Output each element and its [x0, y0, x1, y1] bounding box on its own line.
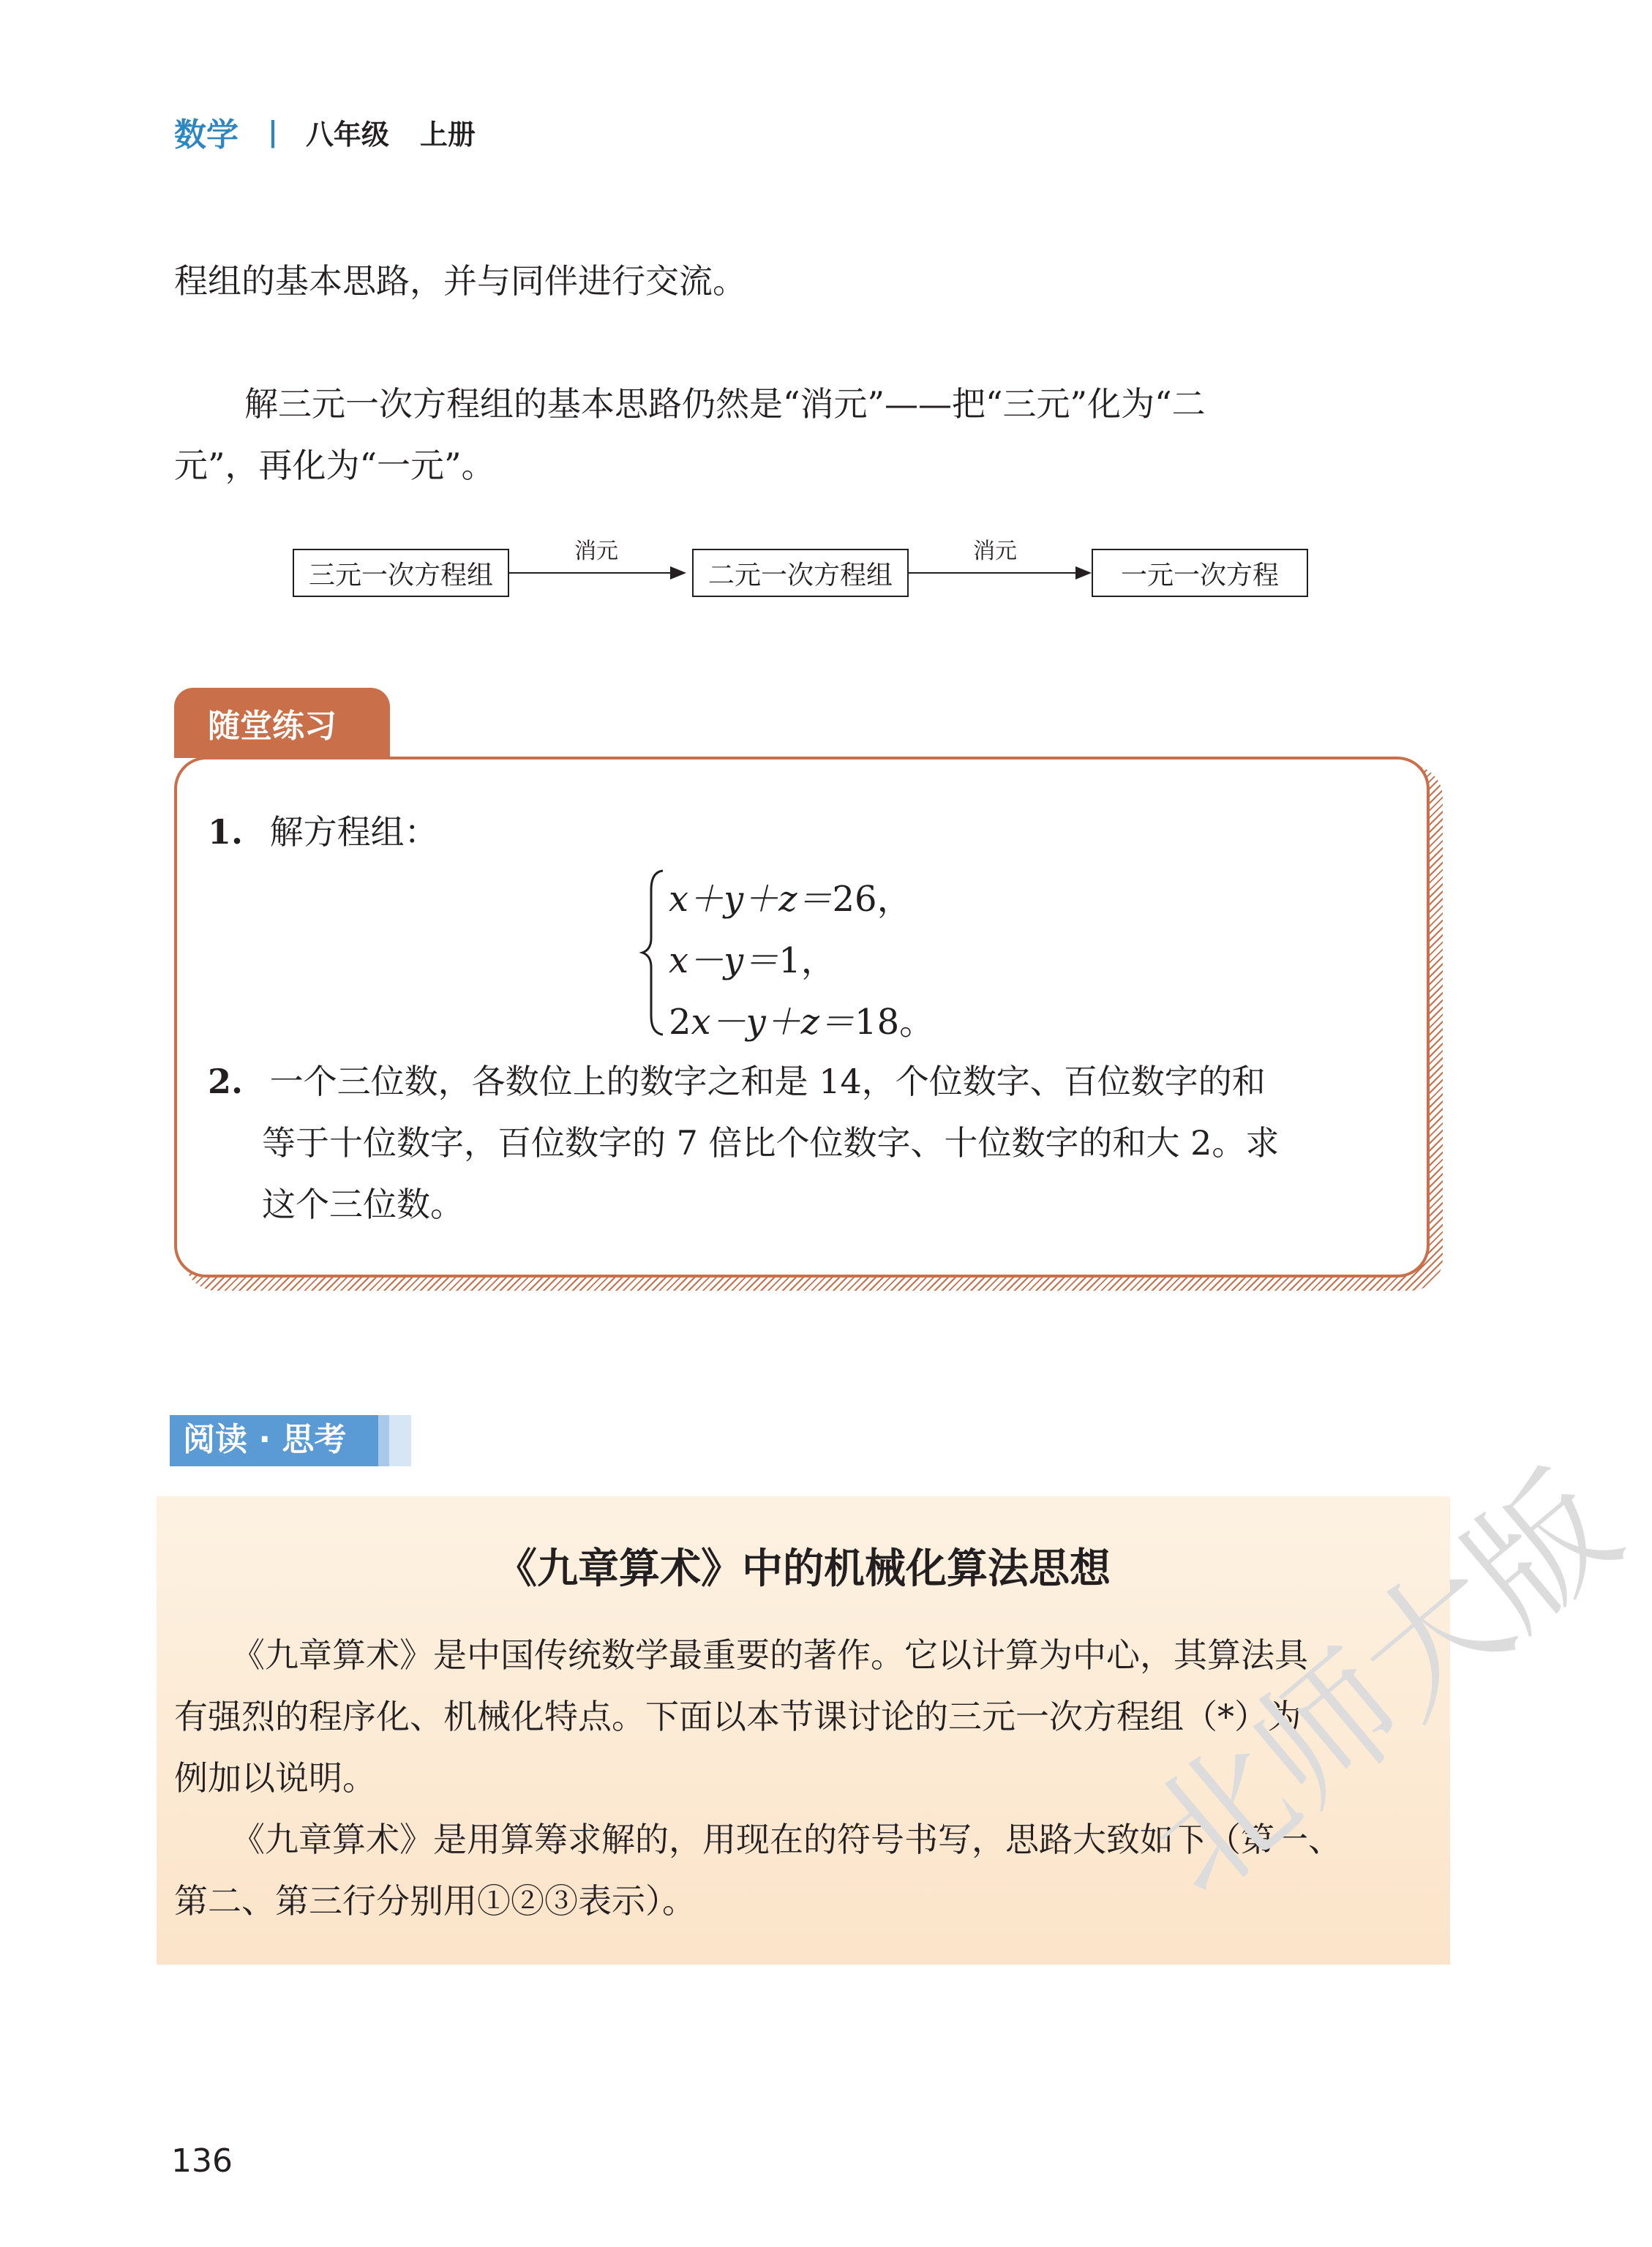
equation-1-lhs: x＋y＋z＝ — [669, 879, 833, 920]
reading-p1-line-1: 《九章算术》是中国传统数学最重要的著作。它以计算为中心，其算法具 — [231, 1635, 1308, 1675]
grade-label: 八年级 — [305, 118, 389, 151]
exercise-2-text-line-3: 这个三位数。 — [262, 1185, 464, 1224]
publisher-watermark: 北师大版 — [1116, 1444, 1648, 1926]
subject-label: 数学 — [174, 116, 239, 154]
reading-p2-line-2: 第二、第三行分别用①②③表示）。 — [174, 1881, 696, 1921]
volume-label: 上册 — [419, 118, 476, 151]
equation-2 — [669, 932, 836, 983]
flow-arrow-label-1: 消元 — [574, 539, 618, 564]
flow-arrow-2 — [909, 572, 1084, 574]
equation-3 — [669, 994, 934, 1044]
practice-title-tab — [174, 688, 390, 758]
equation-1 — [669, 871, 912, 921]
exercise-2-text-line-2: 等于十位数字，百位数字的 7 倍比个位数字、十位数字的和大 2。求 — [262, 1123, 1280, 1163]
explanation-line-1: 解三元一次方程组的基本思路仍然是“消元”——把“三元”化为“二 — [244, 384, 1206, 424]
reading-p1-line-2: 有强烈的程序化、机械化特点。下面以本节课讨论的三元一次方程组（*）为 — [174, 1697, 1302, 1736]
header-separator: | — [268, 116, 278, 148]
left-brace-icon — [641, 868, 666, 1038]
exercise-1 — [208, 801, 438, 863]
exercise-1-number: 1. — [208, 812, 244, 852]
arrow-right-icon — [1075, 566, 1092, 579]
flow-box-one-variable: 一元一次方程 — [1092, 549, 1308, 597]
running-header — [174, 110, 476, 154]
exercise-2-number: 2. — [208, 1062, 244, 1101]
equation-3-coefficient: 2 — [669, 1002, 691, 1043]
exercise-2-line-1 — [208, 1051, 1266, 1112]
flow-arrow-1 — [509, 572, 670, 574]
explanation-line-2: 元”，再化为“一元”。 — [174, 446, 495, 485]
flow-arrow-label-2: 消元 — [973, 539, 1017, 564]
equation-1-rhs: 26， — [832, 879, 912, 920]
practice-title: 随堂练习 — [208, 708, 337, 745]
page-number: 136 — [171, 2142, 233, 2180]
intro-line: 程组的基本思路，并与同伴进行交流。 — [174, 261, 746, 301]
equation-2-rhs: 1， — [778, 940, 836, 981]
reading-p2-line-1: 《九章算术》是用算筹求解的，用现在的符号书写，思路大致如下（第一、 — [231, 1820, 1342, 1859]
equation-3-rhs: 18。 — [855, 1002, 935, 1043]
equation-3-lhs: x－y＋z＝ — [691, 1002, 855, 1043]
flow-box-two-variable: 二元一次方程组 — [692, 549, 909, 597]
arrow-right-icon — [670, 566, 686, 579]
reading-title: 《九章算术》中的机械化算法思想 — [496, 1545, 1111, 1593]
exercise-2-text-line-1: 一个三位数，各数位上的数字之和是 14，个位数字、百位数字的和 — [269, 1062, 1266, 1101]
reading-tab-label: 阅读 · 思考 — [183, 1421, 347, 1458]
flow-box-three-variable: 三元一次方程组 — [293, 549, 509, 597]
equation-2-lhs: x－y＝ — [669, 940, 779, 981]
reading-tab — [170, 1415, 411, 1466]
reading-p1-line-3: 例加以说明。 — [174, 1758, 376, 1798]
exercise-1-text: 解方程组： — [269, 812, 438, 852]
